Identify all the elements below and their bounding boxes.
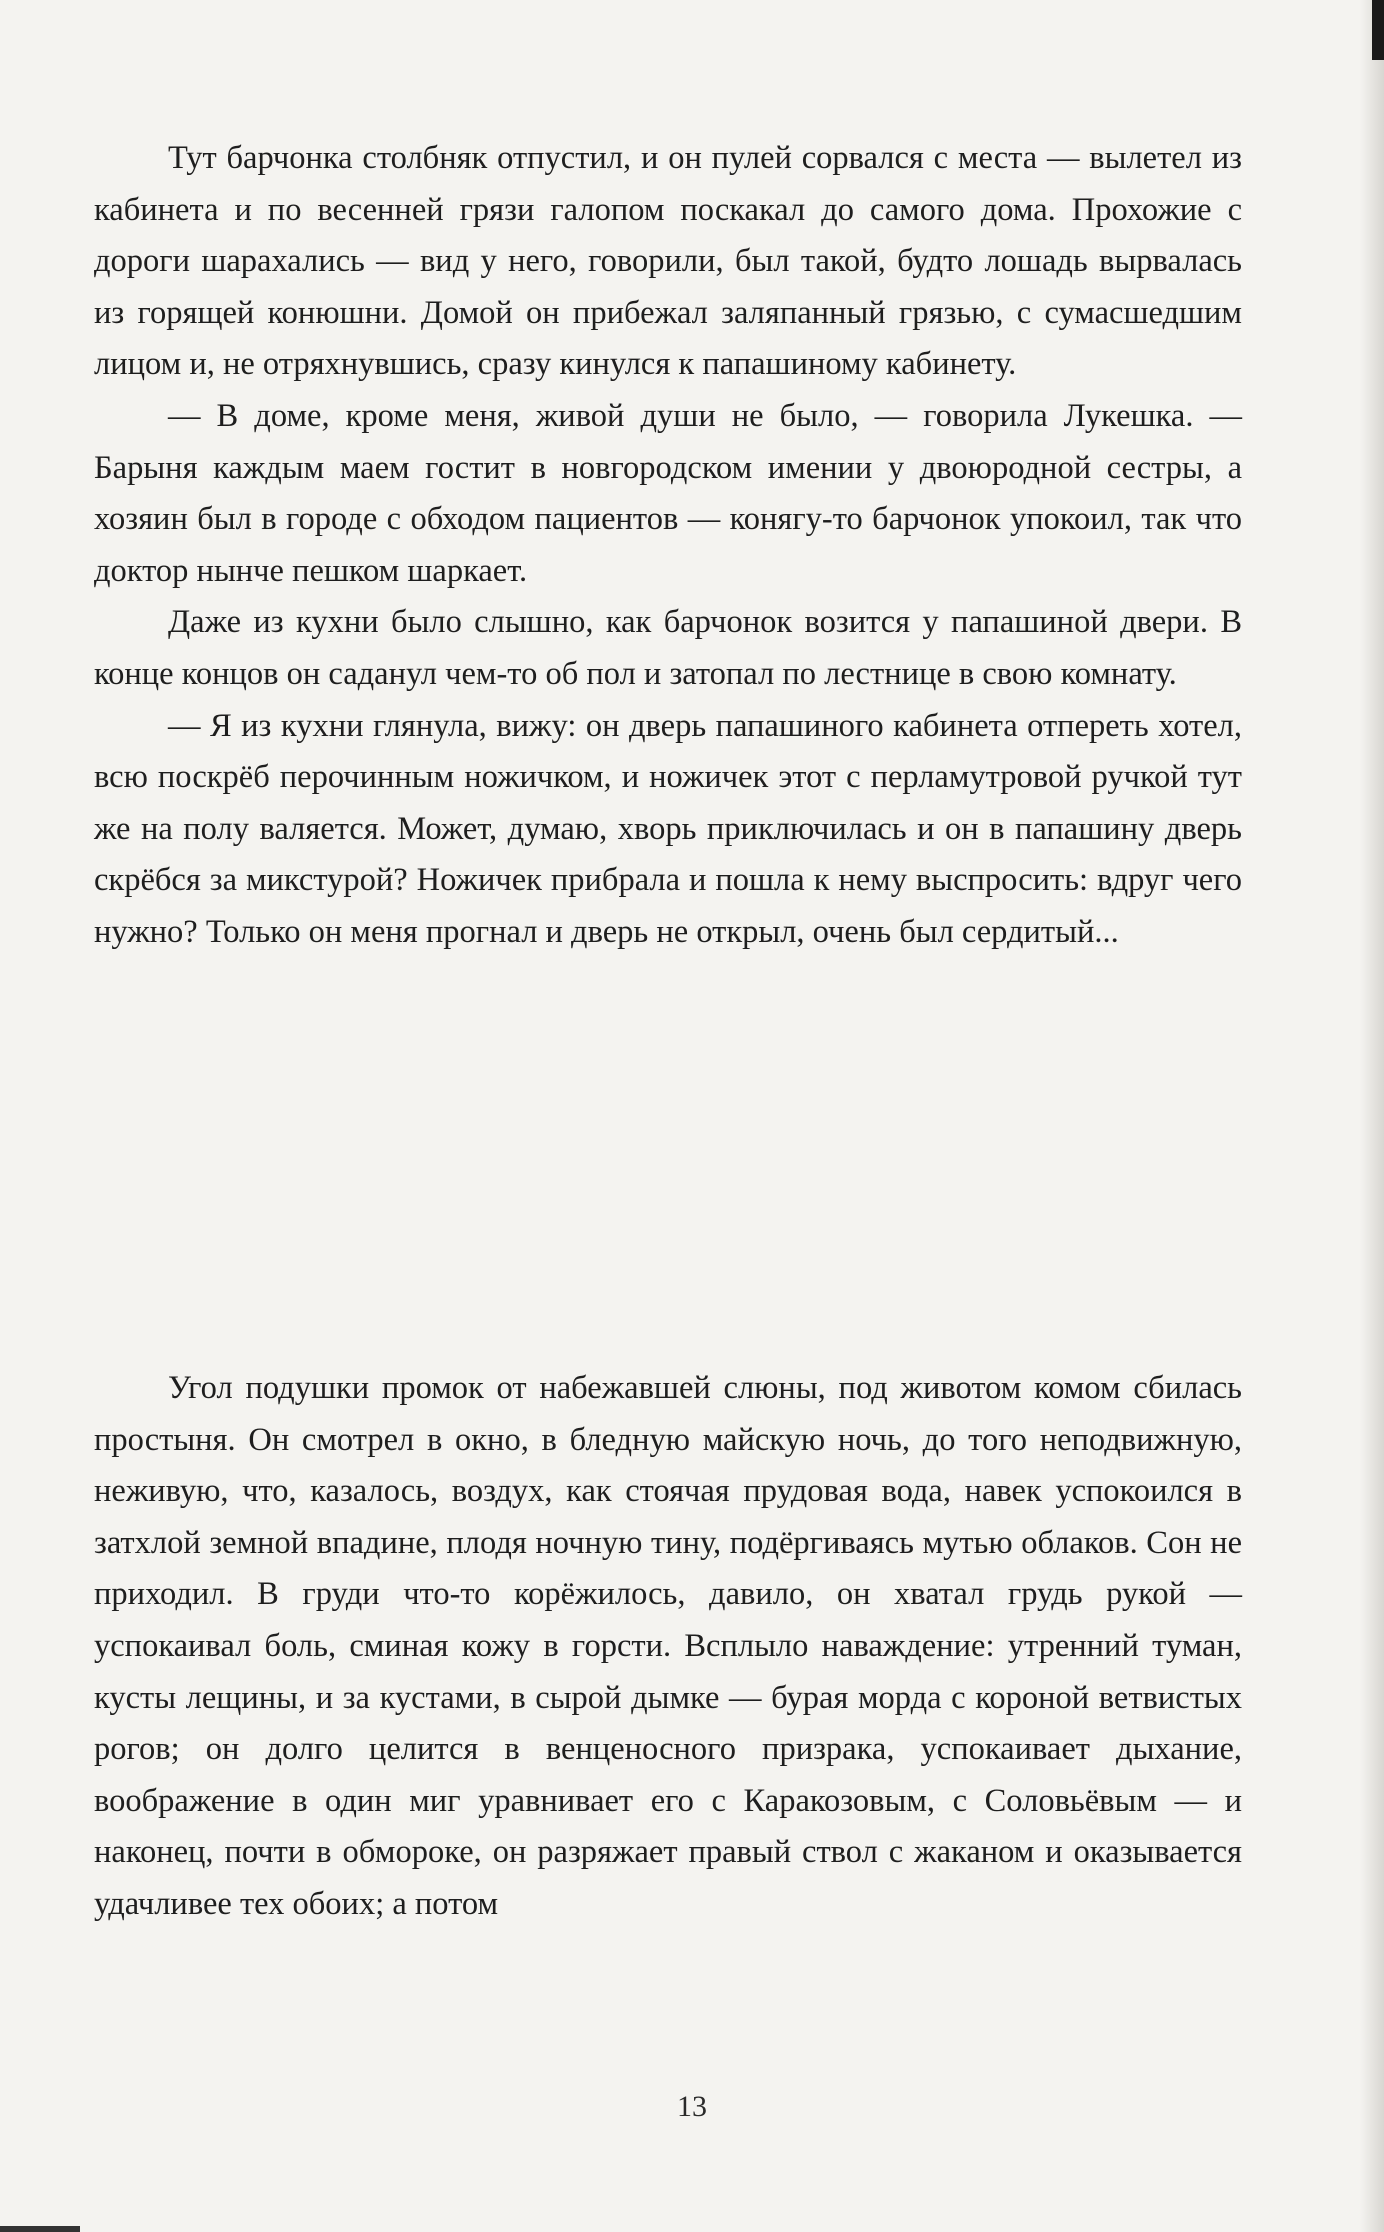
- page-edge-shadow: [1360, 0, 1384, 2232]
- text-section-2: [94, 1363, 1242, 1931]
- paragraph-1: Тут барчонка столбняк отпустил, и он пулей сорвался с места — вылетел из кабинета и по весенней грязи галопом поскакал до самого дома. Прохожие с дороги шарахались — вид у него, говорили, был такой, будто лошадь вырвалась из горящей конюшни. Домой он прибежал заляпанный грязью, с сумасшедшим лицом и, не отряхнувшись, сразу кинулся к папашиному кабинету.: [94, 140, 1242, 383]
- paragraph-5: Угол подушки промок от набежавшей слюны, под животом комом сбилась простыня. Он смотрел в окно, в бледную майскую ночь, до того неподвижную, неживую, что, казалось, воздух, как стоячая прудовая вода, навек успокоился в затхлой земной впадине, плодя ночную тину, подёргиваясь мутью облаков. Сон не приходил. В груди что-то корёжилось, давило, он хватал грудь рукой — успокаивал боль, сминая кожу в горсти. Всплыло наваждение: утренний туман, кусты лещины, и за кустами, в сырой дымке — бурая морда с короной ветвистых рогов; он долго целится в венценосного призрака, успокаивает дыхание, воображение в один миг уравнивает его с Каракозовым, с Соловьёвым — и наконец, почти в обмороке, он разряжает правый ствол с жаканом и оказывается удачливее тех обоих; а потом: [94, 1370, 1242, 1922]
- paragraph-3: Даже из кухни было слышно, как барчонок возится у папашиной двери. В конце концов он саданул чем-то об пол и затопал по лестнице в свою комнату.: [94, 604, 1242, 692]
- text-section-1: [94, 133, 1242, 959]
- paragraph-4: — Я из кухни глянула, вижу: он дверь папашиного кабинета отпереть хотел, всю поскрёб перочинным ножичком, и ножичек этот с перламутровой ручкой тут же на полу валяется. Может, думаю, хворь приключилась и он в папашину дверь скрёбся за микстурой? Ножичек прибрала и пошла к нему выспросить: вдруг чего нужно? Только он меня прогнал и дверь не открыл, очень был сердитый...: [94, 707, 1242, 950]
- page-edge-mark-bottom: [0, 2226, 80, 2232]
- page-edge-mark-top: [1372, 0, 1384, 60]
- paragraph-2: — В доме, кроме меня, живой души не было, — говорила Лукешка. — Барыня каждым маем гостит в новгородском имении у двоюродной сестры, а хозяин был в городе с обходом пациентов — конягу-то барчонок упокоил, так что доктор нынче пешком шаркает.: [94, 397, 1242, 589]
- page-number: 13: [677, 2090, 707, 2123]
